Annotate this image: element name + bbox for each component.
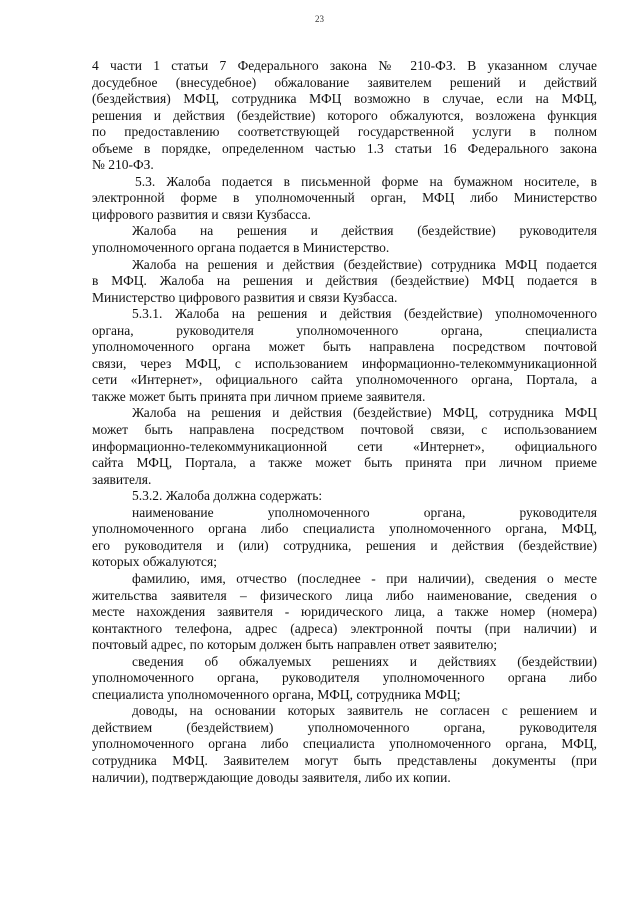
text-line: электронной форме в уполномоченный орган, МФЦ либо Министерство	[92, 190, 597, 206]
text-line: 4 части 1 статьи 7 Федерального закона № 210-ФЗ. В указанном случае	[92, 58, 597, 73]
text-line: в МФЦ. Жалоба на решения и действия (бездействие) МФЦ подается в	[92, 273, 597, 289]
text-line: доводы, на основании которых заявитель не согласен с решением и	[132, 703, 597, 719]
text-line: 5.3.1. Жалоба на решения и действия (бездействие) уполномоченного	[132, 306, 597, 322]
page-number: 23	[315, 14, 324, 24]
text-line: Жалоба на решения и действия (бездействие) МФЦ, сотрудника МФЦ	[132, 405, 597, 421]
text-line: фамилию, имя, отчество (последнее - при наличии), сведения о месте	[132, 570, 597, 586]
text-line: уполномоченного органа либо специалиста уполномоченного органа, МФЦ,	[92, 736, 597, 752]
text-line: Жалоба на решения и действия (бездействие) сотрудника МФЦ подается	[132, 256, 597, 272]
text-line: 5.3.2. Жалоба должна содержать:	[132, 488, 323, 504]
text-line: может быть направлена посредством почтовой связи, с использованием	[92, 422, 597, 438]
text-line: жительства заявителя – физического лица либо наименование, сведения о	[92, 587, 597, 603]
text-line: сведения об обжалуемых решениях и действиях (бездействии)	[132, 653, 597, 669]
text-line: уполномоченного органа подается в Министерство.	[92, 240, 390, 256]
text-line: сайта МФЦ, Портала, а также может быть принята при личном приеме	[92, 455, 597, 471]
text-line: уполномоченного органа может быть направлена посредством почтовой	[92, 339, 597, 355]
text-line: Министерство цифрового развития и связи Кузбасса.	[92, 289, 398, 305]
text-line: сотрудника МФЦ. Заявителем могут быть представлены документы (при	[92, 752, 597, 768]
text-line: заявителя.	[92, 471, 152, 487]
text-line: № 210-ФЗ.	[92, 157, 154, 173]
text-line: контактного телефона, адрес (адреса) электронной почты (при наличии) и	[92, 620, 597, 636]
text-line: которых обжалуются;	[92, 554, 217, 570]
text-line: объеме в порядке, определенном частью 1.3 статьи 16 Федерального закона	[92, 140, 597, 156]
text-line: уполномоченного органа, руководителя уполномоченного органа либо	[92, 670, 597, 686]
text-line: действием (бездействием) уполномоченного органа, руководителя	[92, 719, 597, 735]
text-line: также может быть принята при личном приеме заявителя.	[92, 388, 426, 404]
text-line: наименование уполномоченного органа, руководителя	[132, 504, 597, 520]
text-line: досудебное (внесудебное) обжалование заявителем решений и действий	[92, 74, 597, 90]
text-line: сети «Интернет», официального сайта уполномоченного органа, Портала, а	[92, 372, 597, 388]
text-line: связи, через МФЦ, с использованием информационно-телекоммуникационной	[92, 355, 597, 371]
body-text	[92, 58, 597, 786]
text-line: его руководителя и (или) сотрудника, решения и действия (бездействие)	[92, 537, 597, 553]
text-line: решения и действия (бездействие) которого обжалуются, возложена функция	[92, 107, 597, 123]
text-line: цифрового развития и связи Кузбасса.	[92, 206, 311, 222]
text-line: по предоставлению соответствующей государственной услуги в полном	[92, 124, 597, 140]
text-line: информационно-телекоммуникационной сети «Интернет», официального	[92, 438, 597, 454]
text-line: (бездействия) МФЦ, сотрудника МФЦ возможно в случае, если на МФЦ,	[92, 91, 597, 107]
text-line: органа, руководителя уполномоченного органа, специалиста	[92, 322, 597, 338]
text-line: уполномоченного органа либо специалиста уполномоченного органа, МФЦ,	[92, 521, 597, 537]
text-line: наличии), подтверждающие доводы заявителя, либо их копии.	[92, 769, 451, 785]
text-line: специалиста уполномоченного органа, МФЦ, сотрудника МФЦ;	[92, 686, 461, 702]
text-line: 5.3. Жалоба подается в письменной форме на бумажном носителе, в	[135, 173, 597, 189]
text-line: почтовый адрес, по которым должен быть направлен ответ заявителю;	[92, 637, 498, 653]
text-line: месте нахождения заявителя - юридического лица, а также номер (номера)	[92, 604, 597, 620]
text-line: Жалоба на решения и действия (бездействие) руководителя	[132, 223, 597, 239]
